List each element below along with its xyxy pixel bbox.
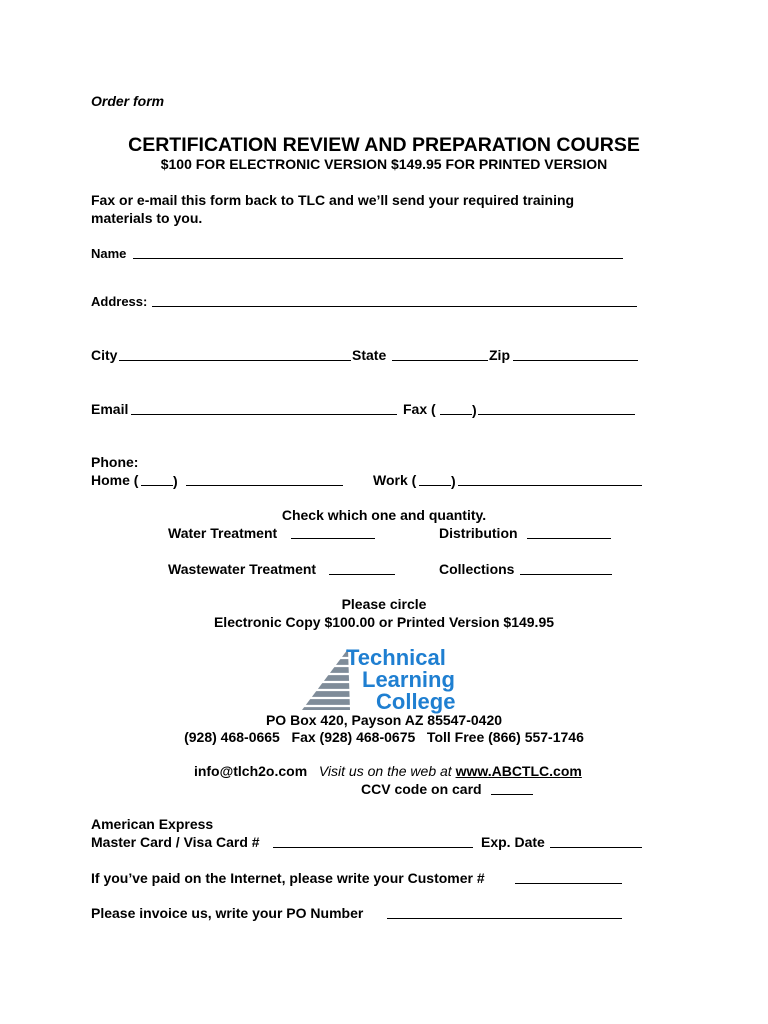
- water-treatment-label: Water Treatment: [168, 525, 278, 541]
- name-field[interactable]: [133, 245, 623, 263]
- work-area-code-field[interactable]: ): [419, 472, 456, 490]
- zip-label: Zip: [489, 347, 510, 363]
- water-treatment-qty-field[interactable]: [291, 525, 375, 543]
- customer-number-field[interactable]: [515, 870, 622, 888]
- state-label: State: [352, 347, 387, 363]
- customer-number-label: If you’ve paid on the Internet, please write your Customer #: [91, 870, 485, 886]
- address-label: Address:: [91, 294, 148, 309]
- phone-label: Phone:: [91, 454, 139, 470]
- exp-date-field[interactable]: [550, 834, 642, 852]
- card-number-field[interactable]: [273, 834, 473, 852]
- website-link[interactable]: www.ABCTLC.com: [455, 763, 582, 779]
- intro-text-line2: materials to you.: [91, 210, 203, 226]
- contact-line: [0, 746, 768, 780]
- work-label: Work (: [373, 472, 417, 488]
- ccv-field[interactable]: [491, 781, 533, 799]
- zip-field[interactable]: [513, 347, 638, 365]
- city-field[interactable]: [119, 347, 351, 365]
- email-label: Email: [91, 401, 129, 417]
- wastewater-treatment-qty-field[interactable]: [329, 561, 395, 579]
- logo-text-learning: Learning: [362, 667, 455, 692]
- home-number-field[interactable]: [186, 472, 343, 490]
- amex-label: American Express: [91, 816, 214, 832]
- work-number-field[interactable]: [458, 472, 642, 490]
- ccv-label: CCV code on card: [361, 781, 482, 797]
- check-heading: Check which one and quantity.: [281, 507, 487, 523]
- city-label: City: [91, 347, 118, 363]
- po-number-label: Please invoice us, write your PO Number: [91, 905, 364, 921]
- intro-text-line1: Fax or e-mail this form back to TLC and we’ll send your required training: [91, 192, 575, 208]
- exp-date-label: Exp. Date: [481, 834, 545, 850]
- visit-text: Visit us on the web at: [318, 763, 452, 779]
- collections-label: Collections: [439, 561, 515, 577]
- name-label: Name: [91, 246, 127, 261]
- state-field[interactable]: [392, 347, 488, 365]
- home-area-code-field[interactable]: ): [141, 472, 178, 490]
- page-subtitle: $100 FOR ELECTRONIC VERSION $149.95 FOR PRINTED VERSION: [160, 156, 608, 172]
- address-field[interactable]: [152, 293, 637, 311]
- fax-area-code-field[interactable]: ): [440, 401, 477, 419]
- logo-text-technical: Technical: [346, 645, 446, 670]
- phone-numbers: (928) 468-0665 Fax (928) 468-0675 Toll Free (866) 557-1746: [184, 729, 584, 745]
- fax-label: Fax (: [403, 401, 436, 417]
- home-label: Home (: [91, 472, 139, 488]
- po-number-field[interactable]: [387, 905, 622, 923]
- email-field[interactable]: [131, 401, 397, 419]
- collections-qty-field[interactable]: [520, 561, 612, 579]
- version-options[interactable]: Electronic Copy $100.00 or Printed Version $149.95: [213, 614, 555, 630]
- order-form-label: Order form: [91, 93, 165, 109]
- wastewater-treatment-label: Wastewater Treatment: [168, 561, 317, 577]
- card-label: Master Card / Visa Card #: [91, 834, 260, 850]
- po-box: PO Box 420, Payson AZ 85547-0420: [265, 712, 503, 728]
- page-title: CERTIFICATION REVIEW AND PREPARATION COURSE: [128, 134, 640, 156]
- tlc-logo: [300, 646, 490, 712]
- circle-heading: Please circle: [341, 596, 427, 612]
- logo-text-college: College: [376, 689, 456, 714]
- contact-email-link[interactable]: info@tlch2o.com: [193, 763, 308, 779]
- distribution-label: Distribution: [439, 525, 518, 541]
- fax-number-field[interactable]: [478, 401, 635, 419]
- distribution-qty-field[interactable]: [527, 525, 611, 543]
